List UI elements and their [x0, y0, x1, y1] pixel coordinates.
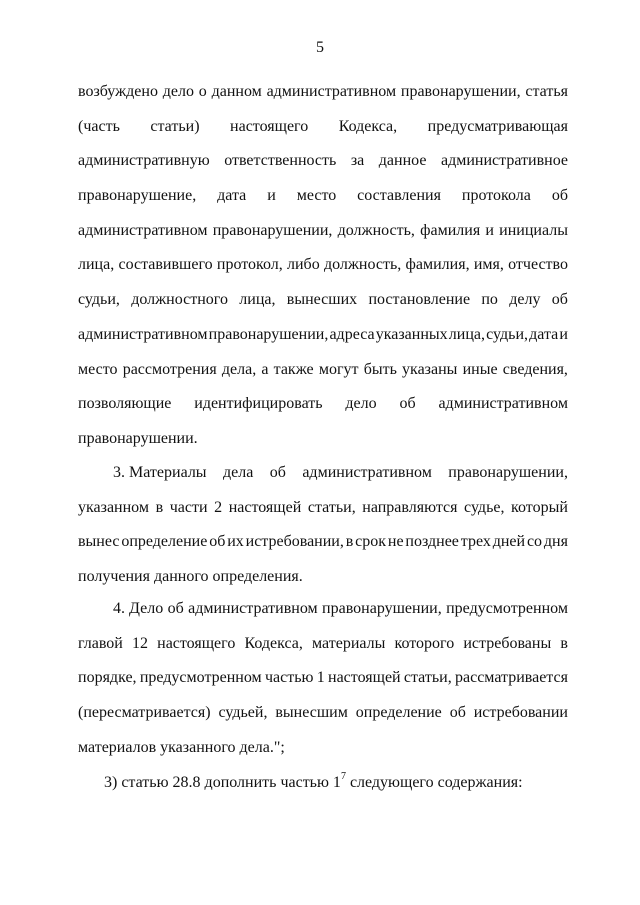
word: лица,: [239, 291, 276, 309]
word: указаны: [402, 360, 458, 378]
text-line: [78, 353, 568, 388]
page-number: 5: [316, 39, 324, 56]
amendment-text: 3) статью 28.8 дополнить частью 1: [104, 774, 341, 791]
word: место: [296, 187, 337, 205]
word: 2: [214, 498, 223, 516]
text-line: [78, 491, 568, 526]
word: трех: [460, 533, 491, 551]
text-line: получения данного определения.: [78, 568, 303, 586]
word: иные: [462, 360, 498, 378]
word: правонарушении,: [448, 464, 568, 481]
word: дело: [345, 395, 377, 413]
word: протокол,: [216, 256, 283, 274]
word: отчество: [508, 256, 568, 274]
text-line: [78, 456, 568, 491]
word: статья: [525, 83, 568, 100]
word: административном: [302, 464, 432, 481]
word: и: [267, 187, 276, 205]
word: инициалы: [499, 221, 568, 239]
word: правонарушении,: [208, 325, 329, 343]
word: идентифицировать: [194, 395, 323, 413]
word: быть: [363, 360, 397, 378]
word: протокола: [461, 187, 531, 205]
word: частью: [264, 669, 314, 687]
word: и: [559, 325, 568, 343]
superscript-part-number: 7: [340, 771, 346, 782]
paragraph-amendment-3: [78, 766, 568, 801]
word: (пересматривается): [78, 704, 211, 722]
word: правонарушении,: [322, 600, 442, 617]
word: должность,: [323, 256, 402, 274]
word: могут: [318, 360, 359, 378]
word: их: [227, 533, 244, 551]
word: не: [387, 533, 404, 551]
word: дело: [162, 83, 194, 100]
text-line: [78, 75, 568, 110]
word: сведения,: [502, 360, 568, 378]
word: статьи): [150, 117, 200, 135]
word: об: [551, 291, 568, 309]
text-line: [78, 525, 568, 560]
text-line: [78, 214, 568, 249]
word: фамилия,: [405, 256, 470, 274]
word: материалы: [312, 634, 386, 652]
word: срок: [355, 533, 387, 551]
word: по: [481, 291, 498, 309]
word: рассматривается: [455, 669, 568, 687]
word: и: [485, 221, 494, 239]
word: которого: [394, 634, 455, 652]
text-line: [78, 110, 568, 145]
word: административное: [440, 152, 568, 170]
amendment-text-tail: следующего содержания:: [345, 774, 523, 791]
text-line: материалов указанного дела.";: [78, 738, 285, 756]
word: настоящей: [228, 498, 302, 516]
word: истребованы: [463, 634, 552, 652]
text-line: [78, 179, 568, 214]
word: порядке,: [78, 669, 137, 687]
word: судьи,: [78, 291, 120, 309]
word: административном: [438, 395, 568, 413]
word: предусмотренном: [139, 669, 262, 687]
word: в: [155, 498, 164, 516]
word: возбуждено: [78, 83, 158, 100]
word: 3. Материалы: [113, 464, 207, 481]
word: адреса: [329, 325, 375, 343]
word: предусматривающая: [427, 117, 568, 135]
word: об: [551, 187, 568, 205]
text-line: [78, 248, 568, 283]
text-line: [78, 144, 568, 179]
word: настоящей: [328, 669, 401, 687]
word: фамилия: [420, 221, 481, 239]
text-line: [78, 661, 568, 696]
word: вынесшим: [275, 704, 348, 722]
word: который: [511, 498, 568, 516]
word: составившего: [118, 256, 213, 274]
word: дней: [492, 533, 526, 551]
text-line: [78, 766, 568, 801]
text-line: [78, 387, 568, 422]
word: правонарушении,: [212, 221, 333, 239]
paragraph-continuation: [78, 75, 568, 457]
word: административном: [78, 221, 208, 239]
word: позволяющие: [78, 395, 172, 413]
word: (часть: [78, 117, 120, 135]
word: рассмотрения: [122, 360, 217, 378]
word: правонарушении,: [400, 83, 521, 100]
word: направляются: [362, 498, 458, 516]
word: предусмотренном: [446, 600, 568, 617]
word: постановление: [368, 291, 471, 309]
word: должность,: [337, 221, 415, 239]
word: об: [167, 600, 184, 617]
word: административном: [188, 600, 318, 617]
text-line: [78, 283, 568, 318]
text-line: [78, 627, 568, 662]
word: дела: [222, 464, 254, 481]
word: составления: [357, 187, 441, 205]
word: 12: [131, 634, 148, 652]
word: об: [449, 704, 466, 722]
word: дата: [217, 187, 247, 205]
word: определение: [121, 533, 208, 551]
text-line: [78, 696, 568, 731]
word: в: [345, 533, 354, 551]
word: за: [350, 152, 365, 170]
word: а: [261, 360, 269, 378]
word: судье,: [464, 498, 505, 516]
word: Кодекса,: [338, 117, 398, 135]
word: судьей,: [218, 704, 268, 722]
word: настоящего: [230, 117, 309, 135]
word: настоящего: [157, 634, 236, 652]
word: Кодекса,: [244, 634, 303, 652]
text-line: правонарушении.: [78, 429, 198, 447]
word: данном: [211, 83, 262, 100]
word: данное: [378, 152, 427, 170]
word: судьи,: [486, 325, 529, 343]
word: административном: [78, 325, 208, 343]
word: об: [209, 533, 226, 551]
word: дела,: [221, 360, 257, 378]
word: статьи,: [403, 669, 452, 687]
word: административном: [266, 83, 397, 100]
text-line: [78, 318, 568, 353]
word: дата: [529, 325, 559, 343]
word: определение: [355, 704, 442, 722]
word: вынесших: [286, 291, 358, 309]
word: делу: [509, 291, 541, 309]
word: ответственность: [224, 152, 337, 170]
word: лица,: [448, 325, 485, 343]
word: дня: [543, 533, 568, 551]
word: либо: [287, 256, 320, 274]
word: указанных: [375, 325, 448, 343]
word: истребовании,: [245, 533, 344, 551]
word: статьи,: [307, 498, 356, 516]
word: лица,: [78, 256, 115, 274]
word: 1: [316, 669, 325, 687]
paragraph-item-3: [78, 456, 568, 595]
word: административную: [78, 152, 210, 170]
word: об: [269, 464, 286, 481]
word: об: [399, 395, 416, 413]
word: о: [198, 83, 207, 100]
word: истребовании: [473, 704, 568, 722]
word: в: [560, 634, 568, 652]
paragraph-item-4: [78, 592, 568, 765]
word: имя,: [473, 256, 504, 274]
word: позднее: [405, 533, 459, 551]
word: также: [273, 360, 314, 378]
word: 4. Дело: [113, 600, 164, 617]
text-line: [78, 592, 568, 627]
word: должностного: [131, 291, 228, 309]
word: со: [526, 533, 543, 551]
word: вынес: [78, 533, 120, 551]
word: место: [78, 360, 118, 378]
word: правонарушение,: [78, 187, 197, 205]
word: главой: [78, 634, 123, 652]
word: указанном: [78, 498, 149, 516]
word: части: [169, 498, 208, 516]
